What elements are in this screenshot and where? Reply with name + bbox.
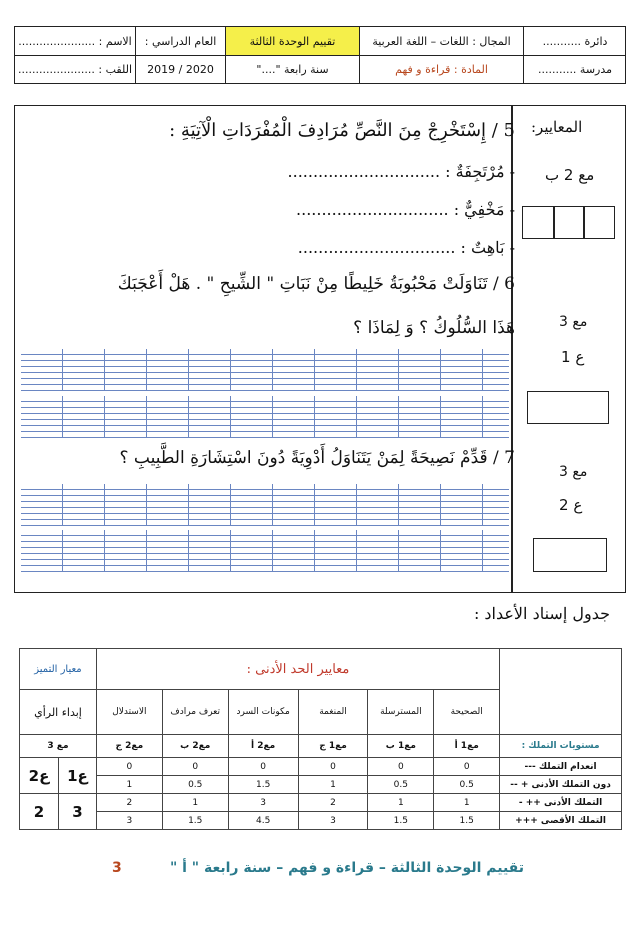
col-narrative: مكونات السرد: [228, 690, 298, 735]
domain-field: المجال : اللغات – اللغة العربية: [359, 27, 523, 55]
col-munghama: المنغمة: [298, 690, 368, 735]
level-row-label: دون التملك الأدنى + --: [500, 776, 622, 794]
q7-answer-lines-1[interactable]: [21, 484, 509, 526]
q7-title: 7 / قَدِّمْ نَصِيحَةً لِمَنْ يَتَنَاوَلُ أَدْوِيَةً دُونَ اسْتِشَارَةِ الطَّبِيبِ ؟: [119, 448, 515, 468]
level-cell: 1: [434, 794, 500, 812]
col-opinion: إبداء الرأي: [20, 690, 97, 735]
criterion-q6-b: ع 1: [561, 348, 585, 366]
code-3: مع 3: [20, 735, 97, 758]
criterion-q7-a: مع 3: [559, 464, 588, 480]
q6-answer-lines-2[interactable]: [21, 396, 509, 438]
level-cell: 0: [298, 758, 368, 776]
code-2c: مع2 ج: [96, 735, 162, 758]
col-sahiha: الصحيحة: [434, 690, 500, 735]
levels-header: مستويات التملك :: [500, 735, 622, 758]
q6-answer-lines-1[interactable]: [21, 349, 509, 391]
level-cell: 1.5: [162, 812, 228, 830]
code-2b: مع2 ب: [162, 735, 228, 758]
score-box-q7[interactable]: [533, 538, 607, 572]
level-cell: 0: [162, 758, 228, 776]
level-row-label: التملك الأقصى +++: [500, 812, 622, 830]
level-cell: 1.5: [368, 812, 434, 830]
q7-answer-lines-2[interactable]: [21, 530, 509, 572]
level-cell: 1: [368, 794, 434, 812]
excellence-e1-value: 3: [59, 794, 97, 830]
code-1c: مع1 ج: [298, 735, 368, 758]
excellence-e2: ع2: [20, 758, 59, 794]
level-cell: 3: [228, 794, 298, 812]
col-mustarsila: المسترسلة: [368, 690, 434, 735]
excellence-e2-value: 2: [20, 794, 59, 830]
code-2a: مع2 أ: [228, 735, 298, 758]
level-row-label: انعدام التملك ---: [500, 758, 622, 776]
min-criteria-header: معايير الحد الأدنى :: [96, 649, 499, 690]
level-cell: 3: [298, 812, 368, 830]
level-cell: 1: [96, 776, 162, 794]
level-cell: 2: [96, 794, 162, 812]
school-field: مدرسة ...........: [523, 55, 626, 83]
q6-line2: هَذَا السُّلُوكُ ؟ وَ لِمَاذَا ؟: [353, 318, 515, 338]
criterion-q6-a: مع 3: [559, 314, 588, 330]
level-cell: 1: [298, 776, 368, 794]
level-row-label: التملك الأدنى ++ -: [500, 794, 622, 812]
criteria-title: المعايير:: [531, 118, 583, 136]
level-cell: 0.5: [434, 776, 500, 794]
questions-box: [14, 105, 626, 593]
level-cell: 0.5: [162, 776, 228, 794]
level-cell: 4.5: [228, 812, 298, 830]
levels-corner: [500, 649, 622, 735]
level-cell: 0: [368, 758, 434, 776]
col-inference: الاستدلال: [96, 690, 162, 735]
name-field: الاسم : ......................: [18, 34, 132, 48]
grade-field: سنة رابعة "....": [225, 55, 359, 83]
col-synonym: تعرف مرادف: [162, 690, 228, 735]
excellence-e1: ع1: [59, 758, 97, 794]
code-1a: مع1 أ: [434, 735, 500, 758]
header-table: [14, 26, 626, 84]
q5-word1[interactable]: - مُرْتَجِفَةٌ : ..............................: [287, 162, 515, 181]
footer-text: تقييم الوحدة الثالثة – قراءة و فهم – سنة رابعة " أ ": [169, 860, 524, 876]
page-number: 3: [112, 860, 122, 876]
q5-word3[interactable]: - بَاهِتٌ : ...............................: [297, 238, 515, 257]
score-box-q6[interactable]: [527, 391, 609, 424]
year-label: العام الدراسي :: [135, 27, 225, 55]
code-1b: مع1 ب: [368, 735, 434, 758]
q5-word2[interactable]: - مَخْفِيٌّ : ..............................: [296, 200, 515, 219]
level-cell: 1.5: [434, 812, 500, 830]
level-cell: 0: [228, 758, 298, 776]
level-cell: 2: [298, 794, 368, 812]
scoring-title: جدول إسناد الأعداد :: [473, 604, 610, 623]
level-cell: 1.5: [228, 776, 298, 794]
circle-field: دائرة ...........: [523, 27, 626, 55]
level-cell: 0: [96, 758, 162, 776]
level-cell: 3: [96, 812, 162, 830]
year-value: 2020 / 2019: [135, 55, 225, 83]
surname-field: اللقب : ......................: [15, 55, 135, 83]
eval-title: تقييم الوحدة الثالثة: [225, 27, 359, 55]
level-cell: 0: [434, 758, 500, 776]
level-cell: 1: [162, 794, 228, 812]
criterion-q7-b: ع 2: [559, 496, 583, 514]
q6-line1: 6 / تَنَاوَلَتْ مَحْبُوبَةُ خَلِيطًا مِنْ نَبَاتِ " الشِّيحِ " . هَلْ أَعْجَبَكَ: [117, 274, 515, 294]
score-box-q5[interactable]: [522, 206, 615, 239]
subject-field: المادة : قراءة و فهم: [359, 55, 523, 83]
criterion-q5: مع 2 ب: [545, 166, 595, 184]
q5-title: 5 / إِسْتَخْرِجْ مِنَ النَّصِّ مُرَادِفَ الْمُفْرَدَاتِ الْآتِيَةِ :: [169, 120, 515, 141]
excellence-header: معيار التميز: [20, 649, 97, 690]
scoring-table: [19, 648, 622, 830]
level-cell: 0.5: [368, 776, 434, 794]
